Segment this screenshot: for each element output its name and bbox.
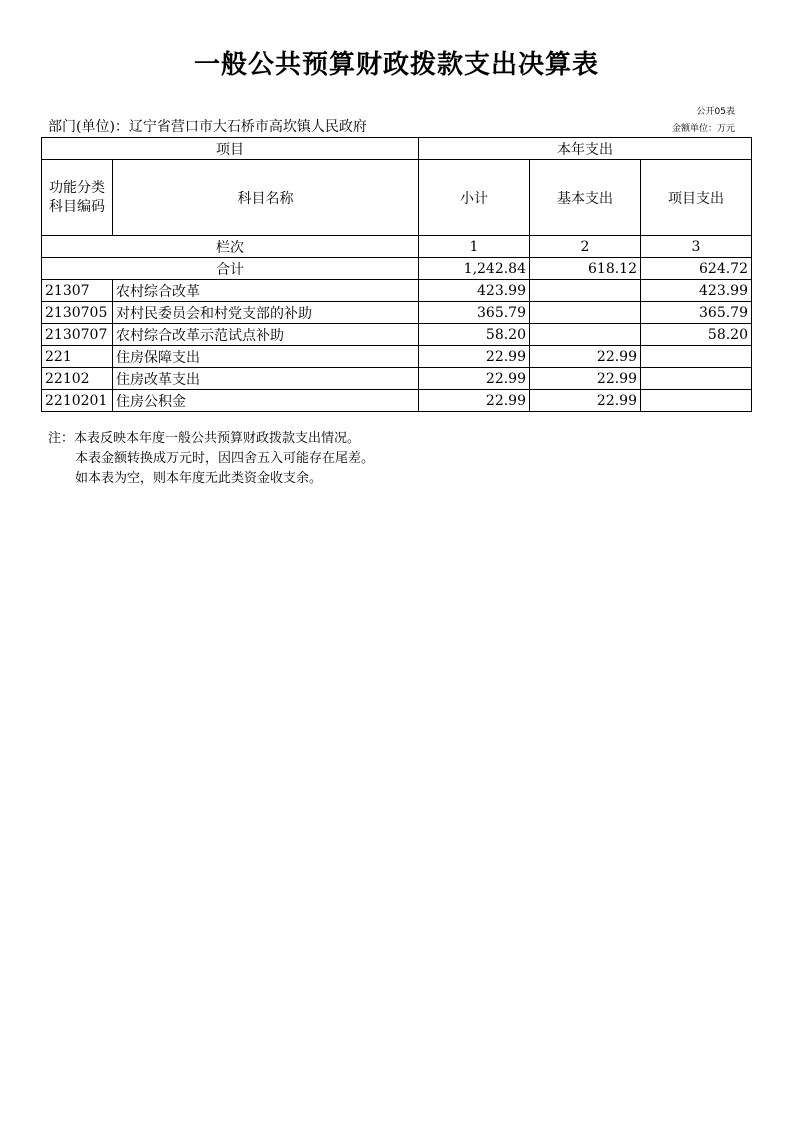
notes-block bbox=[48, 429, 374, 489]
row-basic: 22.99 bbox=[530, 346, 641, 368]
header-subtotal: 小计 bbox=[419, 160, 530, 236]
header-row-top bbox=[42, 138, 752, 160]
row-project bbox=[641, 390, 752, 412]
row-project: 365.79 bbox=[641, 302, 752, 324]
row-basic: 22.99 bbox=[530, 368, 641, 390]
form-number: 公开05表 bbox=[696, 107, 735, 117]
header-item: 项目 bbox=[42, 138, 419, 160]
table-row bbox=[42, 280, 752, 302]
header-current-year: 本年支出 bbox=[419, 138, 752, 160]
row-name: 住房保障支出 bbox=[113, 346, 419, 368]
table-row bbox=[42, 368, 752, 390]
row-code: 221 bbox=[42, 346, 113, 368]
column-index-1: 1 bbox=[419, 236, 530, 258]
header-name: 科目名称 bbox=[113, 160, 419, 236]
total-row bbox=[42, 258, 752, 280]
column-index-2: 2 bbox=[530, 236, 641, 258]
table-row bbox=[42, 346, 752, 368]
amount-unit: 金额单位：万元 bbox=[671, 124, 735, 134]
row-name: 住房改革支出 bbox=[113, 368, 419, 390]
row-project bbox=[641, 346, 752, 368]
row-subtotal: 423.99 bbox=[419, 280, 530, 302]
total-label: 合计 bbox=[42, 258, 419, 280]
header-code: 功能分类科目编码 bbox=[42, 160, 113, 236]
row-code: 21307 bbox=[42, 280, 113, 302]
row-code: 2130707 bbox=[42, 324, 113, 346]
table-row bbox=[42, 390, 752, 412]
row-project: 58.20 bbox=[641, 324, 752, 346]
column-index-row bbox=[42, 236, 752, 258]
column-index-label: 栏次 bbox=[42, 236, 419, 258]
table-row bbox=[42, 302, 752, 324]
row-name: 农村综合改革 bbox=[113, 280, 419, 302]
total-basic: 618.12 bbox=[530, 258, 641, 280]
total-subtotal: 1,242.84 bbox=[419, 258, 530, 280]
row-code: 22102 bbox=[42, 368, 113, 390]
table-row bbox=[42, 324, 752, 346]
row-basic: 22.99 bbox=[530, 390, 641, 412]
row-name: 农村综合改革示范试点补助 bbox=[113, 324, 419, 346]
page-title: 一般公共预算财政拨款支出决算表 bbox=[193, 50, 599, 80]
row-subtotal: 22.99 bbox=[419, 390, 530, 412]
row-subtotal: 365.79 bbox=[419, 302, 530, 324]
department-label: 部门(单位)：辽宁省营口市大石桥市高坎镇人民政府 bbox=[48, 119, 367, 135]
row-project: 423.99 bbox=[641, 280, 752, 302]
row-subtotal: 22.99 bbox=[419, 346, 530, 368]
row-subtotal: 58.20 bbox=[419, 324, 530, 346]
note-line: 本表金额转换成万元时，因四舍五入可能存在尾差。 bbox=[75, 451, 375, 466]
note-line: 如本表为空，则本年度无此类资金收支余。 bbox=[75, 471, 323, 486]
row-basic bbox=[530, 324, 641, 346]
note-line: 注：本表反映本年度一般公共预算财政拨款支出情况。 bbox=[48, 431, 361, 446]
row-subtotal: 22.99 bbox=[419, 368, 530, 390]
row-name: 住房公积金 bbox=[113, 390, 419, 412]
row-code: 2210201 bbox=[42, 390, 113, 412]
column-index-3: 3 bbox=[641, 236, 752, 258]
header-row-sub bbox=[42, 160, 752, 236]
header-project: 项目支出 bbox=[641, 160, 752, 236]
total-project: 624.72 bbox=[641, 258, 752, 280]
header-basic: 基本支出 bbox=[530, 160, 641, 236]
row-name: 对村民委员会和村党支部的补助 bbox=[113, 302, 419, 324]
row-basic bbox=[530, 302, 641, 324]
row-basic bbox=[530, 280, 641, 302]
row-project bbox=[641, 368, 752, 390]
expenditure-table bbox=[41, 137, 752, 412]
row-code: 2130705 bbox=[42, 302, 113, 324]
